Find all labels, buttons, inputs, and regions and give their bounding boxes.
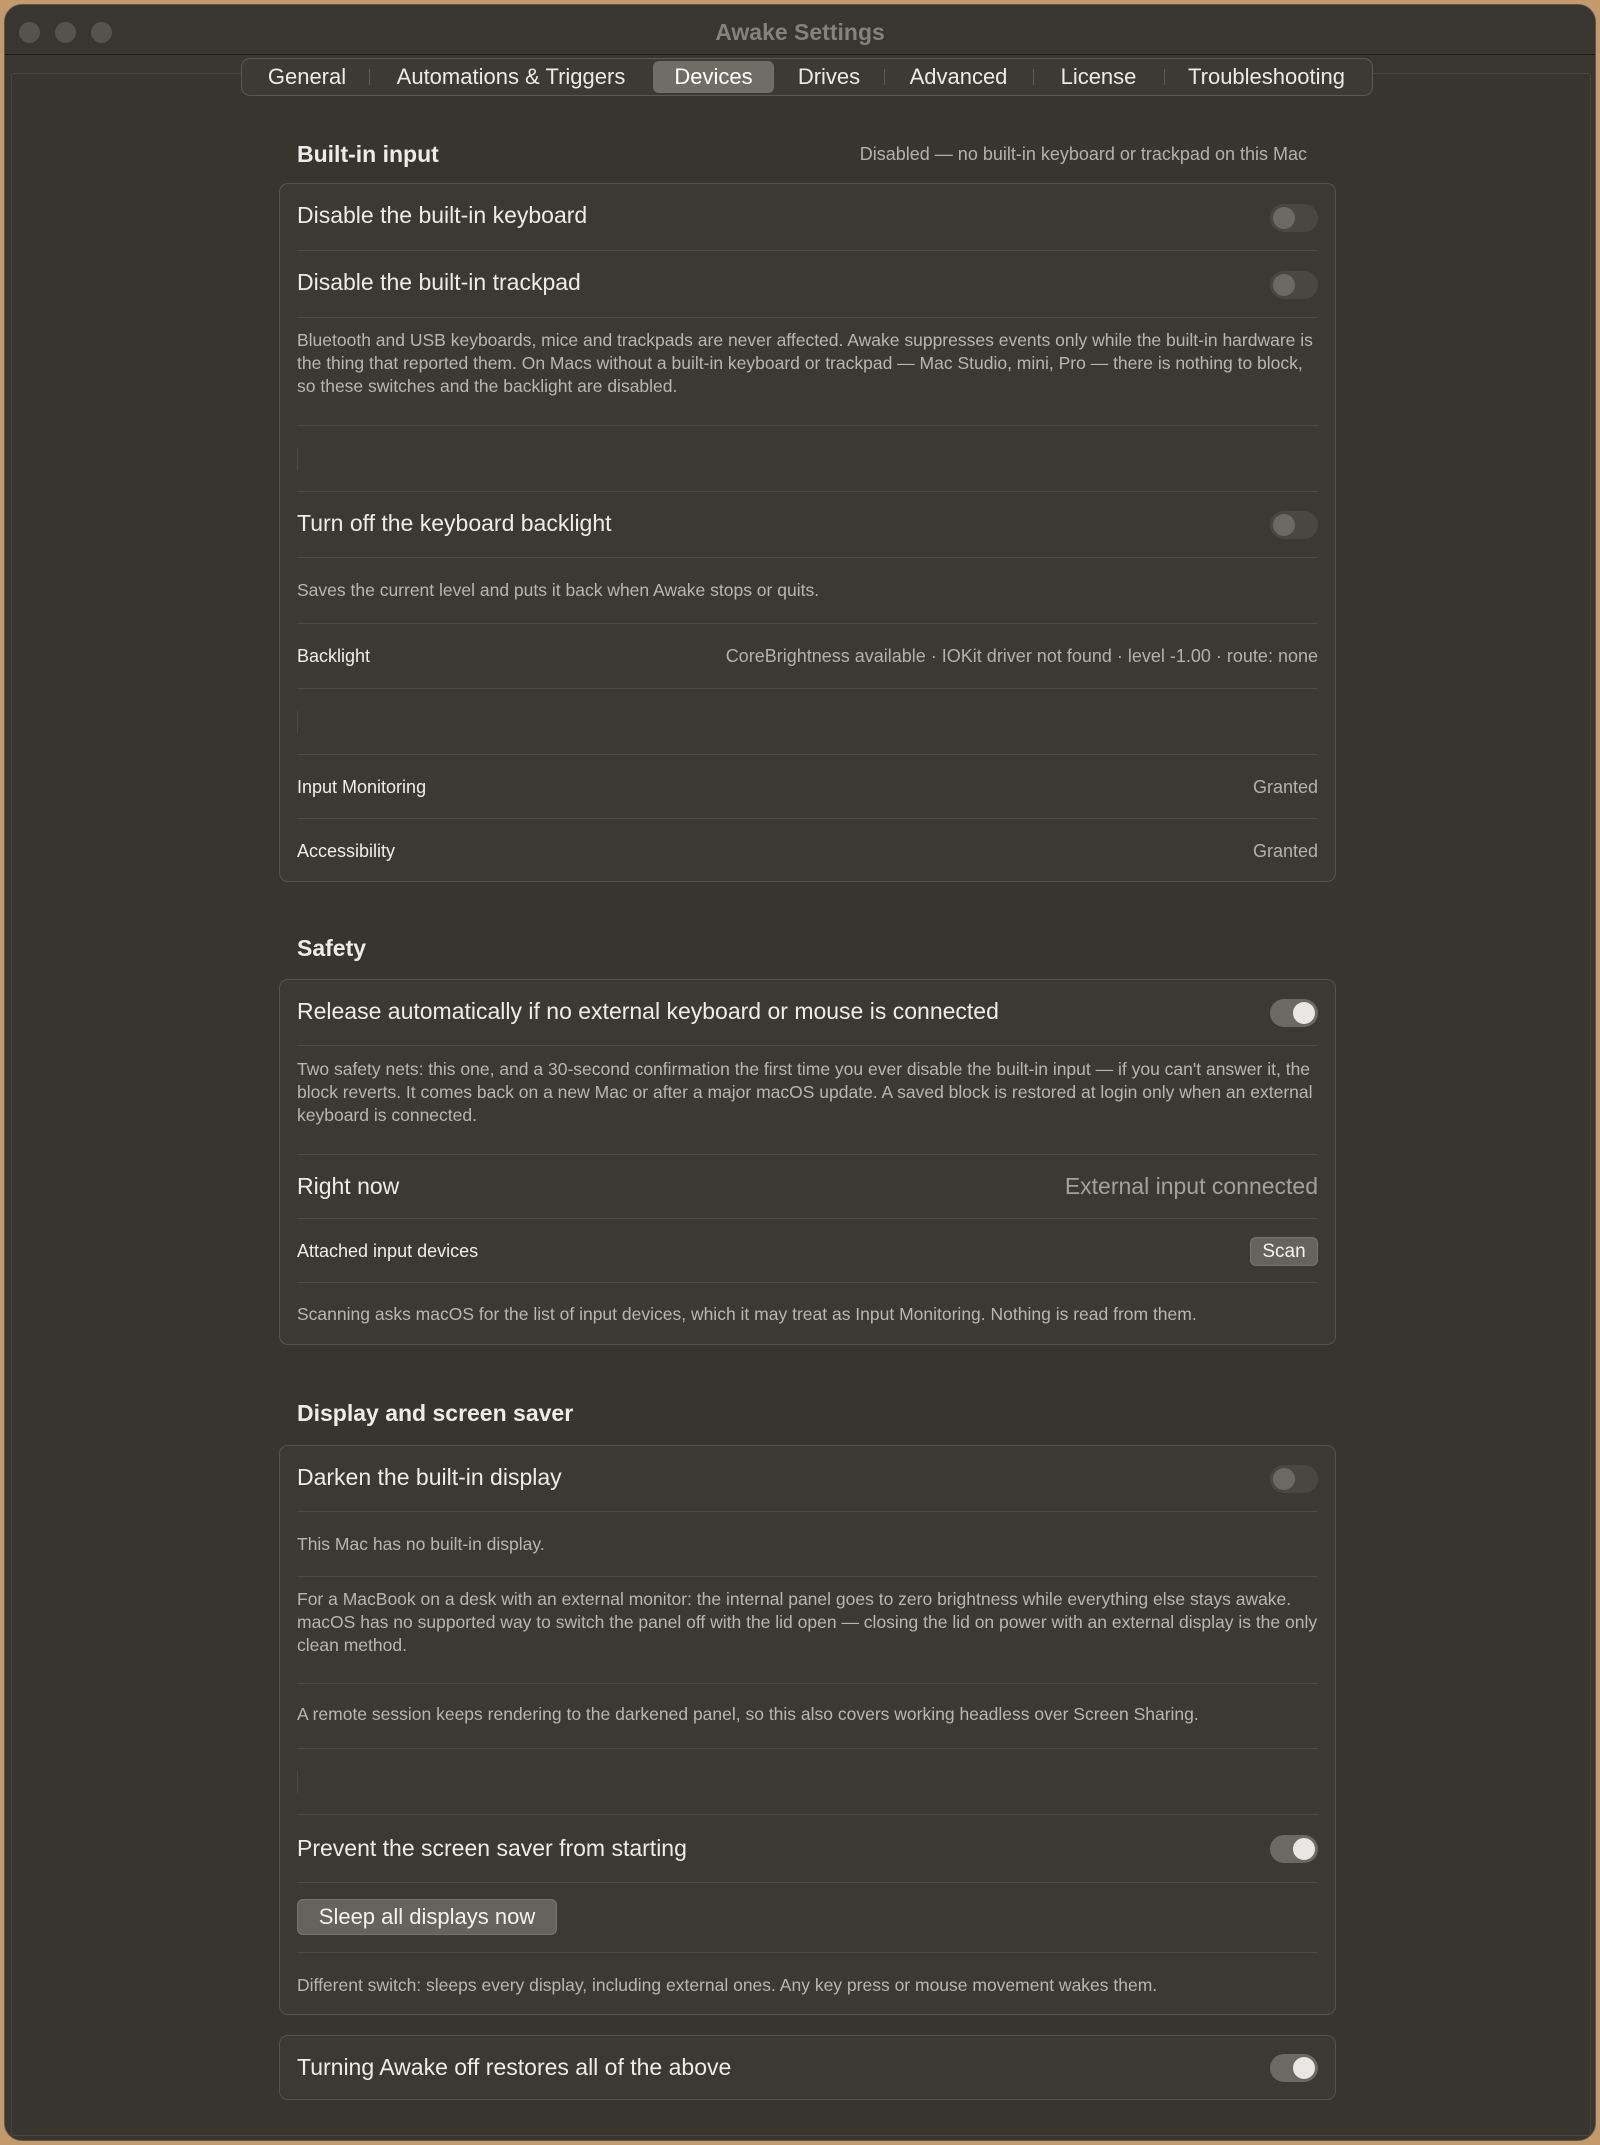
scan-button[interactable]: Scan xyxy=(1250,1237,1318,1266)
disable-keyboard-toggle[interactable] xyxy=(1270,204,1318,232)
backlight-toggle-label: Turn off the keyboard backlight xyxy=(297,510,612,536)
backlight-description-row xyxy=(297,558,1318,624)
macbook-note-row xyxy=(297,1577,1318,1684)
safety-description-row xyxy=(297,1046,1318,1155)
disable-keyboard-label: Disable the built-in keyboard xyxy=(297,202,588,228)
right-now-row xyxy=(297,1155,1318,1219)
disable-keyboard-row xyxy=(297,184,1318,251)
scan-note: Scanning asks macOS for the list of input devices, which it may treat as Input Monitoring. Nothing is read from them. xyxy=(297,1304,1197,1324)
sleep-displays-row xyxy=(297,1883,1318,1953)
empty-row-marker xyxy=(297,711,298,733)
input-monitoring-value: Granted xyxy=(1252,777,1318,797)
accessibility-label: Accessibility xyxy=(297,841,396,861)
tab-license[interactable]: License xyxy=(1033,61,1164,93)
restore-row xyxy=(297,2036,1318,2101)
tab-bar xyxy=(241,58,1373,96)
screensaver-row xyxy=(297,1815,1318,1883)
builtin-input-description: Bluetooth and USB keyboards, mice and trackpads are never affected. Awake suppresses events only while the built-in hardware is the thing that reported them. On Macs without a built-in keyboard or trackpad — Mac Studio, mini, Pro — there is nothing to block, so these switches and the backlight are disabled. xyxy=(297,330,1313,396)
screensaver-toggle[interactable] xyxy=(1270,1835,1318,1863)
release-toggle[interactable] xyxy=(1270,999,1318,1027)
settings-window xyxy=(4,4,1596,2141)
backlight-description: Saves the current level and puts it back when Awake stops or quits. xyxy=(297,580,820,600)
backlight-status-row xyxy=(297,624,1318,689)
builtin-input-status: Disabled — no built-in keyboard or trackpad on this Mac xyxy=(859,144,1307,164)
backlight-toggle-row xyxy=(297,492,1318,558)
sleep-all-displays-button[interactable]: Sleep all displays now xyxy=(297,1899,557,1935)
empty-row-marker xyxy=(297,1771,298,1793)
disable-trackpad-toggle[interactable] xyxy=(1270,271,1318,299)
accessibility-value: Granted xyxy=(1252,841,1318,861)
tab-drives[interactable]: Drives xyxy=(797,64,861,89)
restore-group xyxy=(279,2035,1336,2100)
release-toggle-label: Release automatically if no external keyboard or mouse is connected xyxy=(297,998,999,1024)
section-title-safety: Safety xyxy=(297,935,367,961)
builtin-input-group xyxy=(279,183,1336,882)
accessibility-row xyxy=(297,819,1318,883)
no-display-note-row xyxy=(297,1512,1318,1577)
release-toggle-row xyxy=(297,980,1318,1046)
input-monitoring-row xyxy=(297,755,1318,819)
disable-trackpad-label: Disable the built-in trackpad xyxy=(297,269,581,295)
no-display-note: This Mac has no built-in display. xyxy=(297,1534,545,1554)
disable-trackpad-row xyxy=(297,251,1318,318)
remote-note-row xyxy=(297,1684,1318,1749)
backlight-status-label: Backlight xyxy=(297,646,371,666)
section-title-display: Display and screen saver xyxy=(297,1400,574,1426)
attached-devices-row xyxy=(297,1219,1318,1283)
window-title: Awake Settings xyxy=(715,19,885,45)
darken-display-label: Darken the built-in display xyxy=(297,1464,562,1490)
screensaver-label: Prevent the screen saver from starting xyxy=(297,1835,687,1861)
restore-label: Turning Awake off restores all of the above xyxy=(297,2054,732,2080)
darken-display-toggle[interactable] xyxy=(1270,1465,1318,1493)
tab-advanced[interactable]: Advanced xyxy=(884,61,1033,93)
sleep-note-row xyxy=(297,1953,1318,2016)
darken-display-row xyxy=(297,1446,1318,1512)
restore-toggle[interactable] xyxy=(1270,2054,1318,2082)
tab-devices[interactable]: Devices xyxy=(653,61,774,93)
input-monitoring-label: Input Monitoring xyxy=(297,777,427,797)
title-bar xyxy=(5,5,1595,55)
tab-general[interactable]: General xyxy=(267,64,347,89)
tab-automations-triggers[interactable]: Automations & Triggers xyxy=(369,61,653,93)
empty-row xyxy=(297,689,1318,755)
attached-devices-label: Attached input devices xyxy=(297,1241,479,1261)
empty-row-marker xyxy=(297,448,298,470)
remote-note: A remote session keeps rendering to the darkened panel, so this also covers working headless over Screen Sharing. xyxy=(297,1704,1199,1724)
safety-group xyxy=(279,979,1336,1345)
right-now-value: External input connected xyxy=(1064,1173,1318,1199)
empty-row xyxy=(297,1749,1318,1815)
tab-troubleshooting[interactable]: Troubleshooting xyxy=(1164,61,1369,93)
sleep-note: Different switch: sleeps every display, including external ones. Any key press or mouse movement wakes them. xyxy=(297,1975,1158,1995)
empty-row xyxy=(297,426,1318,492)
macbook-note: For a MacBook on a desk with an external monitor: the internal panel goes to zero brightness while everything else stays awake. macOS has no supported way to switch the panel off with the lid open — closing the lid on power with an external display is the only clean method. xyxy=(297,1589,1318,1655)
right-now-label: Right now xyxy=(297,1173,400,1199)
section-title-builtin-input: Built-in input xyxy=(297,141,439,167)
backlight-toggle[interactable] xyxy=(1270,511,1318,539)
builtin-input-description-row xyxy=(297,318,1318,426)
display-group xyxy=(279,1445,1336,2015)
scan-note-row xyxy=(297,1283,1318,1346)
backlight-status-value: CoreBrightness available · IOKit driver not found · level -1.00 · route: none xyxy=(725,646,1318,666)
safety-description: Two safety nets: this one, and a 30-second confirmation the first time you ever disable the built-in input — if you can't answer it, the block reverts. It comes back on a new Mac or after a major macOS update. A saved block is restored at login only when an external keyboard is connected. xyxy=(297,1059,1313,1125)
